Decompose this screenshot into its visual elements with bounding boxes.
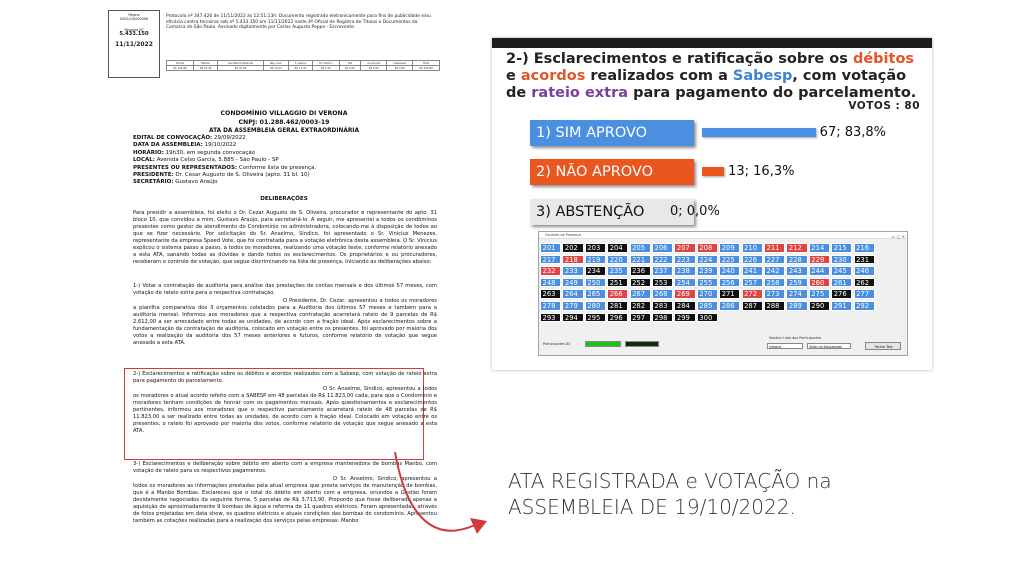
- apartment-cell: 203: [585, 243, 606, 253]
- meeting-detail-key: PRESIDENTE:: [133, 172, 174, 179]
- registry-protocol-text: Protocolo nº 347.426 de 11/11/2022 às 12:51:13h: Documento registrado eletronicamente para fins de publicidade e/ou eficácia contra terceiros sob nº 5.433.150 em 11/11/2022 neste 4º Oficial de Registro de Títulos e Documentos da Comarca de São Paulo. Assinado digitalmente por Carlos Augusto Peppe - Escrevente.: [166, 14, 431, 31]
- meeting-details: [133, 135, 433, 187]
- apartment-cell: 245: [831, 266, 852, 276]
- fee-header-cell: M. Público: [313, 61, 340, 66]
- vote-bar: [702, 128, 816, 137]
- item-1-heading: 1-) Votar a contratação de auditoria para análise das prestações de contas mensais e dos últimos 57 meses, com votação de rateio extra para a respectiva contratação.: [133, 283, 437, 296]
- item-1-paragraph: O Presidente, Dr. Cezar, apresentou a todos os moradores a planilha comparativa dos 3 orçamentos coletados para a Auditoria dos últimos 57 meses e também para a auditoria mensal. Informou aos moradores que a respectiva contratação acarretará rateio de 9 parcelas de R$ 2.612,00 a ser arrecadado entre todas as unidades, de acordo com a fração ideal. Após esclarecimentos sobre a fundamentação da contratação de auditoria, colocado em votação entre os presentes, foi aprovado por maioria dos votos a realização da auditoria dos 57 meses anteriores e futuros, conforme relatório de votação que segue anexado a esta ATA.: [133, 298, 437, 346]
- apartment-cell: 296: [607, 313, 628, 323]
- fee-value-cell: R$ 4,02: [339, 66, 361, 71]
- vote-value-label: 67; 83,8%: [819, 125, 887, 140]
- slide-title-segment: para pagamento do parcelamento.: [628, 85, 917, 101]
- apartment-cell: 262: [854, 278, 875, 288]
- meeting-detail-line: [133, 142, 433, 149]
- apartment-cell: 273: [764, 289, 785, 299]
- filter-select-1[interactable]: Integral: [767, 343, 803, 349]
- apartment-cell: 284: [674, 301, 695, 311]
- document-subtitle: ATA DA ASSEMBLEIA GERAL EXTRAORDINÁRIA: [209, 128, 359, 134]
- apartment-cell: 246: [854, 266, 875, 276]
- apartment-cell: 270: [697, 289, 718, 299]
- slide-title-segment: rateio extra: [531, 85, 629, 101]
- show-participants-label: Mostrar Lista dos Participantes: [769, 336, 822, 340]
- slide-title: [506, 51, 926, 102]
- fee-header-cell: Secretaria Fazenda: [218, 61, 264, 66]
- apartment-cell: 228: [786, 255, 807, 265]
- apartment-cell: 283: [652, 301, 673, 311]
- apartment-cell: 205: [630, 243, 651, 253]
- item-3-paragraph: O Sr. Anselmo, Síndico, apresentou a todos os moradores as informações prestadas pela atual empresa que presta serviços de manutenção de bombas, que é a Manbo Bombas. Esclareceu que o total do débito em aberto com a empresa, oriundos a Gestão foram devidamente negociados da seguinte forma, 5 parcelas de R$ 3.713,90. Propondo que fosse deliberado apenas a aquisição de aproximadamente 9 bombas de água e reforma de 11 quadros elétricos. Foram apresentadas, através de fotos projetadas em data show, os quadros elétricos e atuais condições das bombas do condomínio. Apresentou também as cotações realizadas para a realização dos serviços pelas empresas: Manbo: [133, 476, 437, 524]
- apartment-cell: 278: [540, 301, 561, 311]
- apartment-cell: 242: [764, 266, 785, 276]
- window-title: Controle de Presença: [545, 233, 582, 237]
- slide-title-segment: 2-) Esclarecimentos e ratificação sobre os: [506, 51, 853, 67]
- apartment-cell: 294: [562, 313, 583, 323]
- meeting-detail-line: [133, 179, 433, 186]
- meeting-detail-line: [133, 135, 433, 142]
- vote-option-label: 2) NÃO APROVO: [530, 159, 694, 185]
- window-controls-icon[interactable]: ▭ ▢ ✕: [891, 234, 905, 239]
- apartment-cell: 289: [786, 301, 807, 311]
- slide-title-segment: acordos: [520, 68, 586, 84]
- apartment-cell: 254: [674, 278, 695, 288]
- meeting-detail-value: 19/10/2022: [202, 142, 237, 149]
- apartment-cell: 256: [719, 278, 740, 288]
- apartment-cell: 217: [540, 255, 561, 265]
- apartment-cell: 291: [831, 301, 852, 311]
- apartment-cell: 280: [585, 301, 606, 311]
- fee-value-cell: R$ 194,88: [167, 66, 194, 71]
- apartment-cell: 219: [585, 255, 606, 265]
- apartment-cell: 259: [786, 278, 807, 288]
- apartment-cell: 288: [764, 301, 785, 311]
- registry-stamp-box: [108, 10, 160, 78]
- apartment-cell: 293: [540, 313, 561, 323]
- vote-value-label: 0; 0,0%: [670, 204, 720, 219]
- apartment-cell: 292: [854, 301, 875, 311]
- apartment-cell: 235: [607, 266, 628, 276]
- registry-number: 5.433.150: [119, 31, 149, 38]
- apartment-cell: 232: [540, 266, 561, 276]
- meeting-detail-value: Gustavo Araújo: [173, 179, 218, 186]
- fee-value-cell: R$ 55,39: [193, 66, 217, 71]
- deliberations-heading: DELIBERAÇÕES: [260, 196, 308, 202]
- fee-header-cell: Estado: [193, 61, 217, 66]
- fee-value-cell: R$ 324,99: [412, 66, 439, 71]
- registry-number-label: Registro Nº: [124, 27, 144, 32]
- vote-option-label: 3) ABSTENÇÃO: [530, 199, 694, 225]
- apartment-cell: 279: [562, 301, 583, 311]
- close-screen-button[interactable]: Fechar Tela: [865, 342, 901, 350]
- intro-paragraph: Para presidir a assembleia, foi eleito o Dr. Cezar Augusto de S. Oliveira, procurador e representante do apto. 31 bloco 10, que convidou a mim, Gustavo Araújo, para secretariá-lo. A seguir, me apresentei a todos os condôminos presentes como gestor de atendimento do Condomínio no administradora, colocando-me à disposição de todos ao que se fizer necessário. Por solicitação do Sr. Anselmo, Síndico, foi apresentado o Sr. Vinicius Menezes, representante da empresa Speed Vote, que foi contratada para a votação eletrônica desta assembleia. O Sr. Vinicius explicou o sistema passo a passo, a todos os moradores, realizando uma votação teste, conforme relatório anexado a esta ATA, sanando todas as dúvidas e dando todos os esclarecimentos. Os proprietários e ou procuradores, receberam o controle de votação, que segue discriminando na lista de presença. Iniciando as deliberações abaixo:: [133, 210, 437, 265]
- apartment-cell: 243: [786, 266, 807, 276]
- meeting-detail-key: PRESENTES OU REPRESENTADOS:: [133, 164, 238, 171]
- fee-value-cell: R$ 37,80: [218, 66, 264, 71]
- slide-title-segment: e: [506, 68, 521, 84]
- slide-title-segment: débitos: [852, 51, 915, 67]
- item-3-heading: 3-) Esclarecimentos e deliberação sobre débito em aberto com a empresa mantenedora de bombas Manbo, com votação de rateio para os respectivos pagamentos.: [133, 461, 437, 474]
- apartment-cell: 269: [674, 289, 695, 299]
- caption-text: ATA REGISTRADA e VOTAÇÃO na ASSEMBLEIA DE 19/10/2022.: [508, 469, 832, 519]
- fee-header-cell: Oficial: [167, 61, 194, 66]
- fee-header-cell: ISS: [339, 61, 361, 66]
- apartment-cell: 234: [585, 266, 606, 276]
- vote-option-label: 1) SIM APROVO: [530, 120, 694, 146]
- vote-value-label: 13; 16,3%: [728, 164, 795, 179]
- apartment-cell: 231: [854, 255, 875, 265]
- apartment-cell: 201: [540, 243, 561, 253]
- apartment-cell: 265: [585, 289, 606, 299]
- apartment-cell: 272: [742, 289, 763, 299]
- apartment-cell: 215: [831, 243, 852, 253]
- fee-value-cell: R$ 0,00: [361, 66, 387, 71]
- apartment-cell: 241: [742, 266, 763, 276]
- apartment-cell: 252: [630, 278, 651, 288]
- apartment-cell: 210: [742, 243, 763, 253]
- apartment-cell: 206: [652, 243, 673, 253]
- apartment-cell: 253: [652, 278, 673, 288]
- apartment-cell: 208: [697, 243, 718, 253]
- apartment-cell: 287: [742, 301, 763, 311]
- meeting-detail-value: 29/09/2022: [212, 135, 246, 141]
- vote-bar: [702, 167, 724, 176]
- apartment-cell: 271: [719, 289, 740, 299]
- meeting-detail-key: EDITAL DE CONVOCAÇÃO:: [133, 135, 213, 141]
- apartment-cell: 202: [562, 243, 583, 253]
- apartment-cell: 276: [831, 289, 852, 299]
- apartment-cell: 238: [674, 266, 695, 276]
- apartment-cell: 220: [607, 255, 628, 265]
- apartment-cell: 275: [809, 289, 830, 299]
- apartment-cell: 286: [719, 301, 740, 311]
- apartment-cell: 223: [674, 255, 695, 265]
- apartment-cell: 204: [607, 243, 628, 253]
- apartment-cell: 277: [854, 289, 875, 299]
- apartment-cell: 229: [809, 255, 830, 265]
- meeting-detail-key: HORÁRIO:: [133, 149, 164, 156]
- apartment-cell: 207: [674, 243, 695, 253]
- apartment-cell: 251: [607, 278, 628, 288]
- fee-header-cell: T. Justiça: [288, 61, 312, 66]
- apartment-cell: 298: [652, 313, 673, 323]
- apartment-cell: 299: [674, 313, 695, 323]
- total-votes: VOTOS : 80: [848, 100, 920, 112]
- apartment-cell: 214: [809, 243, 830, 253]
- filter-select-2[interactable]: Todas as bloqueadas: [807, 343, 851, 349]
- meeting-detail-value: Conforme lista de presença.: [237, 164, 317, 171]
- apartment-cell: 236: [630, 266, 651, 276]
- apartment-cell: 226: [742, 255, 763, 265]
- document-title: CONDOMÍNIO VILLAGGIO DI VERONA: [220, 110, 348, 117]
- apartment-cell: 268: [652, 289, 673, 299]
- apartment-cell: 266: [607, 289, 628, 299]
- slide-title-segment: , com votação de: [506, 68, 907, 101]
- slide-title-segment: realizados com a: [585, 68, 733, 84]
- apartment-cell: 297: [630, 313, 651, 323]
- apartment-cell: 249: [562, 278, 583, 288]
- registry-date: 11/11/2022: [115, 40, 153, 48]
- apartment-cell: 248: [540, 278, 561, 288]
- apartment-cell: 260: [809, 278, 830, 288]
- apartment-cell: 227: [764, 255, 785, 265]
- fee-header-cell: Despesas: [387, 61, 413, 66]
- apartment-cell: 225: [719, 255, 740, 265]
- fee-value-cell: R$ 0,00: [387, 66, 413, 71]
- apartment-cell: 237: [652, 266, 673, 276]
- apartment-cell: 209: [719, 243, 740, 253]
- apartment-cell: 264: [562, 289, 583, 299]
- apartment-cell: 261: [831, 278, 852, 288]
- participants-bar: [585, 341, 621, 347]
- apartment-cell: 212: [786, 243, 807, 253]
- apartment-cell: 224: [697, 255, 718, 265]
- apartment-cell: 263: [540, 289, 561, 299]
- meeting-detail-value: 19h30, em segunda convocação: [163, 149, 256, 156]
- fee-header-cell: Reg. Civil: [263, 61, 288, 66]
- meeting-detail-key: SECRETÁRIO:: [133, 179, 174, 186]
- apartment-cell: 257: [742, 278, 763, 288]
- apartment-cell: 250: [585, 278, 606, 288]
- meeting-detail-value: Dr. Cesar Augusto de S. Oliveira (apto. 31 bl. 10): [173, 172, 310, 179]
- apartment-cell: 216: [854, 243, 875, 253]
- fee-header-cell: Total: [412, 61, 439, 66]
- apartment-cell: 285: [697, 301, 718, 311]
- slide-title-segment: Sabesp: [732, 68, 793, 84]
- voting-result-slide: [492, 38, 932, 370]
- apartment-cell: 282: [630, 301, 651, 311]
- registered-document: [108, 10, 440, 576]
- meeting-detail-key: LOCAL:: [133, 157, 155, 164]
- meeting-detail-value: Avenida Celso Garcia, 5.885 - São Paulo - SP: [154, 157, 279, 164]
- apartment-cell: 230: [831, 255, 852, 265]
- fee-value-cell: R$ 9,33: [313, 66, 340, 71]
- meeting-detail-key: DATA DA ASSEMBLEIA:: [133, 142, 203, 149]
- fee-value-cell: R$ 10,24: [263, 66, 288, 71]
- apartment-cell: 258: [764, 278, 785, 288]
- window-footer: [539, 333, 907, 355]
- item-2-heading: 2-) Esclarecimentos e ratificação sobre os débitos e acordos realizados com a Sabesp, com votação de rateio extra para pagamento do parcelamento.: [133, 371, 437, 384]
- meeting-detail-line: [133, 150, 433, 157]
- apartment-cell: 211: [764, 243, 785, 253]
- window-titlebar: [539, 232, 907, 239]
- apartment-cell: 255: [697, 278, 718, 288]
- apartment-cell: 290: [809, 301, 830, 311]
- apartment-cell: 244: [809, 266, 830, 276]
- fee-value-cell: R$ 13,33: [288, 66, 312, 71]
- document-cnpj: CNPJ: 01.288.462/0003-19: [238, 119, 330, 126]
- apartment-cell: 239: [697, 266, 718, 276]
- registry-page-label: Página: [128, 13, 140, 17]
- arrow-head-icon: [470, 518, 487, 534]
- meeting-detail-line: [133, 165, 433, 172]
- registry-fee-table: [166, 60, 440, 71]
- apartment-cell: 267: [630, 289, 651, 299]
- apartment-cell: 221: [630, 255, 651, 265]
- participants-counter: [625, 341, 659, 347]
- apartment-cell: 218: [562, 255, 583, 265]
- item-2-paragraph: O Sr. Anselmo, Síndico, apresentou a todos os moradores o atual acordo refeito com a SABESP em 48 parcelas de R$ 11.823,00 cada, para que o Condomínio e moradores tenham condições de honrar com os pagamentos mensais. Após questionamentos e esclarecimentos pertinentes, informou aos moradores que o respectivo parcelamento acarretará rateio de 48 parcelas de R$ 11.823,00 a ser realizado entre todas as unidades, de acordo com a fração ideal. Colocado em votação entre os presentes, o rateio foi aprovado por maioria dos votos, conforme relatório de votação que segue anexado a esta ATA.: [133, 386, 437, 434]
- registry-page-number: 0002/24/000006: [119, 17, 149, 22]
- apartment-cell: 240: [719, 266, 740, 276]
- apartment-cell: 281: [607, 301, 628, 311]
- participants-label: Participantes 80: [543, 342, 571, 346]
- apartment-cell: 295: [585, 313, 606, 323]
- apartment-cell: 222: [652, 255, 673, 265]
- meeting-detail-line: [133, 157, 433, 164]
- apartment-cell: 274: [786, 289, 807, 299]
- slide-top-bar: [492, 38, 932, 48]
- presence-control-window: [538, 231, 908, 356]
- fee-header-cell: Condução: [361, 61, 387, 66]
- apartment-cell: 300: [697, 313, 718, 323]
- apartment-cell: 233: [562, 266, 583, 276]
